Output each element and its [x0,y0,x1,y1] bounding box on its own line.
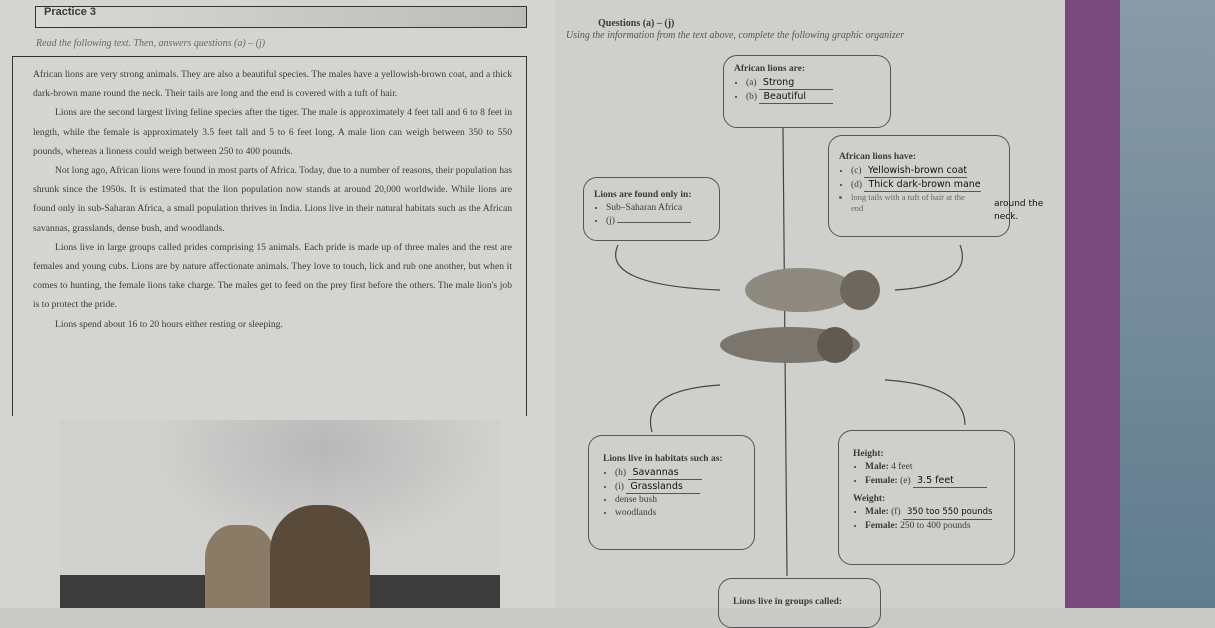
label-i: (i) [615,482,624,492]
label-h: (h) [615,468,627,478]
paragraph: Lions spend about 16 to 20 hours either resting or sleeping. [55,318,283,330]
answer-d[interactable]: Thick dark-brown mane [864,178,980,192]
box-groups [718,578,881,628]
box-title: Lions are found only in: [594,190,692,200]
box-title: African lions are: [734,64,806,74]
practice-title: Practice 3 [35,6,527,28]
questions-instruction: Using the information from the text above, complete the following graphic organizer [566,30,905,41]
habitat-item: • dense bush [615,494,740,507]
box-title: African lions have: [839,152,917,162]
box-found-in [583,177,720,241]
reading-instruction: Read the following text. Then, answers questions (a) – (j) [36,38,266,49]
male-label: Male: [865,462,889,472]
label-e: (e) [900,476,911,486]
answer-c[interactable]: Yellowish-brown coat [864,164,967,178]
label-a: (a) [746,78,757,88]
answer-j[interactable] [617,222,691,223]
male-label: Male: [865,507,889,517]
box-title: Lions live in groups called: [733,597,843,607]
box-title: Lions live in habitats such as: [603,454,723,464]
answer-i[interactable]: Grasslands [626,480,700,494]
box-lions-have [828,135,1010,237]
answer-h[interactable]: Savannas [628,466,702,480]
handwritten-addition: around the neck. [994,199,1044,222]
lion-illustration [720,268,880,363]
female-weight: 250 to 400 pounds [900,521,971,531]
female-label: Female: [865,476,898,486]
questions-heading: Questions (a) – (j) [598,18,675,29]
answer-a[interactable]: Strong [759,76,833,90]
male-height: 4 feet [891,462,913,472]
box-size [838,430,1015,565]
tail-item: • long tails with a tuft of hair at the end [851,192,966,214]
weight-title: Weight: [853,494,886,504]
label-d: (d) [851,180,863,190]
label-f: (f) [891,507,901,517]
female-label: Female: [865,521,898,531]
label-j: (j) [606,216,615,226]
paragraph: African lions are very strong animals. They are also a beautiful species. The males have a yellowish-brown coat, and a thick dark-brown mane round the neck. Their tails are long and the end is covered with a tuft of hair. [33,69,512,100]
paragraph: Lions are the second largest living feline species after the tiger. The male is approximately 4 feet tall and 6 to 8 feet in length, while the female is approximately 3.5 feet tall and 5 to 6 feet long. A male lion can weigh between 350 to 550 pounds, whereas a lioness could weigh between 250 to 400 pounds. [33,107,512,157]
box-lions-are [723,55,891,128]
label-b: (b) [746,92,758,102]
answer-b[interactable]: Beautiful [759,90,833,104]
label-c: (c) [851,166,862,176]
paragraph: Not long ago, African lions were found in most parts of Africa. Today, due to a number of reasons, their population has shrunk since the 1950s. It is estimated that the lion population now stands at around 20,000 worldwide. While lions are found only in sub-Saharan Africa, a small population thrives in India. Lions live in their natural habitats such as the African savannas, grasslands, dense bush, and woodlands. [33,165,512,234]
height-title: Height: [853,449,884,459]
answer-e[interactable]: 3.5 feet [913,474,987,488]
answer-f[interactable]: 350 too 550 pounds [903,506,992,520]
found-item: • Sub–Saharan Africa [606,202,709,215]
paragraph: Lions live in large groups called prides comprising 15 animals. Each pride is made up of three males and the rest are females and young cubs. Lions are by nature affectionate animals. They love to touch, lick and rub one another, but when it comes to hunting, the female lions take charge. The males get to feed on the prey first before the others. The male lion's job is to protect the pride. [33,241,512,311]
box-habitats [588,435,755,550]
habitat-item: • woodlands [615,507,740,520]
